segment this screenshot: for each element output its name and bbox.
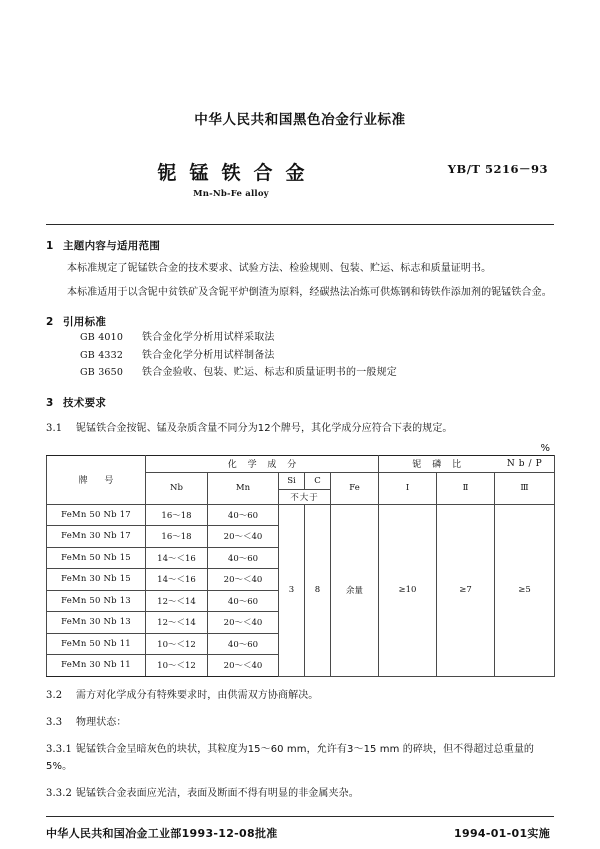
section-2-title: 引用标准 [63, 316, 107, 328]
section-3-heading [46, 395, 554, 410]
table-cell-mn: 40～60 [208, 504, 279, 526]
table-cell-nb: 10～＜12 [146, 655, 208, 677]
table-cell-nb: 16～18 [146, 504, 208, 526]
table-cell-c-merged: 8 [305, 504, 331, 676]
table-cell-nb: 10～＜12 [146, 633, 208, 655]
table-row: FeMn 30 Nb 11 [47, 655, 146, 677]
table-header-nb-p-ratio: 铌 磷 比 [379, 455, 495, 472]
table-row: FeMn 50 Nb 17 [47, 504, 146, 526]
reference-item [80, 364, 554, 382]
table-cell-nb: 14～＜16 [146, 569, 208, 591]
section-1-heading [46, 238, 554, 253]
table-header-not-greater-than: 不大于 [279, 489, 331, 504]
reference-title: 铁合金验收、包装、贮运、标志和质量证明书的一般规定 [142, 367, 397, 378]
reference-title: 铁合金化学分析用试样采取法 [142, 332, 275, 343]
clause-3-1-number: 3.1 [46, 422, 63, 434]
footer-divider [46, 816, 554, 817]
table-cell-mn: 20～＜40 [208, 655, 279, 677]
masthead [46, 108, 554, 208]
table-row: FeMn 50 Nb 11 [47, 633, 146, 655]
table-cell-nb: 12～＜14 [146, 590, 208, 612]
table-cell-mn: 20～＜40 [208, 612, 279, 634]
table-cell-mn: 40～60 [208, 547, 279, 569]
title-block [46, 158, 554, 208]
table-unit-mark: % [540, 442, 550, 454]
header-divider [46, 224, 554, 225]
section-1-paragraph-1: 本标准规定了铌锰铁合金的技术要求、试验方法、检验规则、包装、贮运、标志和质量证明书。 [67, 263, 492, 274]
clause-3-3-2-text: 铌锰铁合金表面应光洁，表面及断面不得有明显的非金属夹杂。 [76, 787, 359, 799]
table-row: FeMn 30 Nb 13 [47, 612, 146, 634]
table-row: FeMn 30 Nb 17 [47, 526, 146, 548]
table-header-si: Si [279, 472, 305, 489]
table-cell-ratio-iii: ≥5 [495, 504, 555, 676]
table-cell-si-merged: 3 [279, 504, 305, 676]
table-header-fe: Fe [331, 472, 379, 504]
page-content [46, 0, 554, 841]
clause-3-2-text: 需方对化学成分有特殊要求时，由供需双方协商解决。 [76, 689, 319, 701]
effective-date: 1994-01-01实施 [454, 826, 550, 840]
section-1-number: 1 [46, 240, 54, 252]
standard-code: YB/T 5216－93 [447, 162, 548, 176]
section-3-title: 技术要求 [63, 396, 107, 409]
table-cell-nb: 16～18 [146, 526, 208, 548]
table-header-grade-i: Ⅰ [379, 472, 437, 504]
issuing-organization: 中华人民共和国黑色冶金行业标准 [194, 112, 406, 128]
english-title: Mn-Nb-Fe alloy [193, 189, 269, 199]
reference-code: GB 3650 [80, 367, 124, 378]
clause-3-3-1 [46, 741, 554, 775]
table-cell-mn: 20～＜40 [208, 569, 279, 591]
table-cell-mn: 40～60 [208, 633, 279, 655]
table-cell-mn: 40～60 [208, 590, 279, 612]
clause-3-3-1-text: 铌锰铁合金呈暗灰色的块状，其粒度为15～60 mm，允许有3～15 mm 的碎块，但不得超过总重量的5%。 [46, 743, 535, 772]
clause-3-1 [46, 420, 554, 437]
table-header-grade-iii: Ⅲ [495, 472, 555, 504]
table-header-grade-ii: Ⅱ [437, 472, 495, 504]
table-header-mn: Mn [208, 472, 279, 504]
clause-3-3-1-number: 3.3.1 [46, 743, 72, 755]
section-1-title: 主题内容与适用范围 [63, 240, 161, 252]
page-footer [46, 825, 554, 841]
clause-3-3-number: 3.3 [46, 716, 63, 728]
table-cell-ratio-i: ≥10 [379, 504, 437, 676]
reference-item [80, 329, 554, 347]
table-cell-nb: 14～＜16 [146, 547, 208, 569]
table-header-grade: 牌 号 [47, 455, 146, 504]
clause-3-3-text: 物理状态： [76, 716, 127, 728]
reference-title: 铁合金化学分析用试样制备法 [142, 349, 275, 361]
clause-3-3 [46, 714, 554, 731]
clause-3-3-2-number: 3.3.2 [46, 787, 72, 799]
reference-code: GB 4332 [80, 349, 124, 361]
table-row: FeMn 50 Nb 13 [47, 590, 146, 612]
table-header-chemical-composition: 化 学 成 分 [146, 455, 379, 472]
table-header-nb-p-ratio-symbol: Nb/P [495, 455, 555, 472]
table-cell-mn: 20～＜40 [208, 526, 279, 548]
table-cell-ratio-ii: ≥7 [437, 504, 495, 676]
approval-statement: 中华人民共和国冶金工业部1993-12-08批准 [46, 826, 278, 840]
chemical-composition-table [46, 455, 555, 677]
clause-3-2-number: 3.2 [46, 689, 63, 701]
reference-code: GB 4010 [80, 332, 124, 343]
section-2-heading [46, 314, 554, 329]
clause-3-3-2 [46, 785, 554, 802]
table-header-c: C [305, 472, 331, 489]
reference-item [80, 347, 554, 365]
section-2-number: 2 [46, 316, 54, 328]
clause-3-2 [46, 687, 554, 704]
table-cell-fe-merged: 余量 [331, 504, 379, 676]
clause-3-1-text: 铌锰铁合金按铌、锰及杂质含量不同分为12个牌号，其化学成分应符合下表的规定。 [76, 422, 453, 434]
section-1-paragraph-2: 本标准适用于以含铌中贫铁矿及含铌平炉倒渣为原料，经碳热法冶炼可供炼钢和铸铁作添加剂的铌锰铁合金。 [67, 287, 552, 298]
table-row: FeMn 30 Nb 15 [47, 569, 146, 591]
table-row: FeMn 50 Nb 15 [47, 547, 146, 569]
table-header-nb: Nb [146, 472, 208, 504]
table-cell-nb: 12～＜14 [146, 612, 208, 634]
page-title: 铌锰铁合金 [157, 162, 318, 184]
section-3-number: 3 [46, 396, 54, 409]
